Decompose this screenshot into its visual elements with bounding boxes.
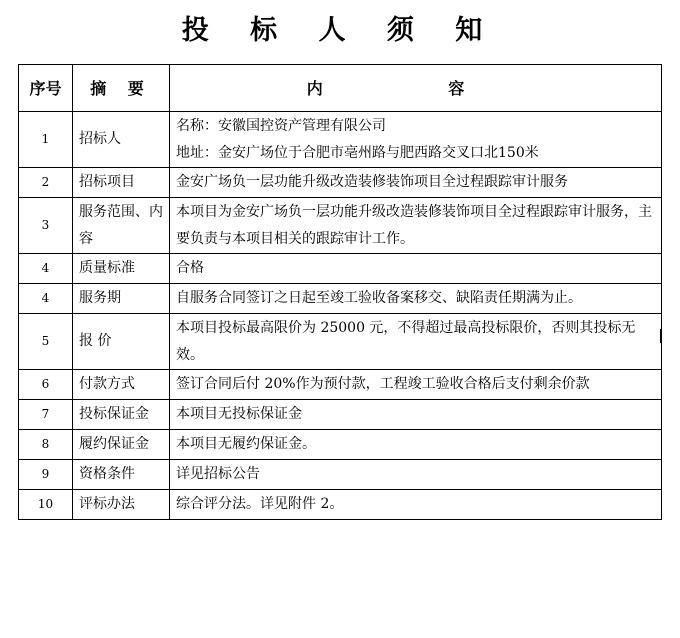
document-title: 投 标 人 须 知 <box>181 15 499 46</box>
row-content-line: 本项目无投标保证金 <box>176 406 302 422</box>
table-row <box>19 370 662 400</box>
row-content-line: 综合评分法。详见附件 2。 <box>176 496 344 512</box>
header-content: 内 容 <box>170 65 662 112</box>
row-content <box>170 284 662 314</box>
table-row <box>19 112 662 168</box>
header-no: 序号 <box>19 65 73 112</box>
row-content <box>170 314 662 370</box>
row-no: 2 <box>19 168 73 198</box>
row-no: 9 <box>19 460 73 490</box>
row-no: 7 <box>19 400 73 430</box>
row-summary: 评标办法 <box>73 490 170 520</box>
row-content-line: 自服务合同签订之日起至竣工验收备案移交、缺陷责任期满为止。 <box>176 290 582 306</box>
row-content-line: 名称：安徽国控资产管理有限公司 <box>176 117 386 134</box>
table-row <box>19 400 662 430</box>
row-summary: 报 价 <box>73 314 170 370</box>
row-content <box>170 430 662 460</box>
row-no: 1 <box>19 112 73 168</box>
margin-mark <box>660 329 662 343</box>
row-no: 10 <box>19 490 73 520</box>
table-row <box>19 168 662 198</box>
row-content-line: 地址：金安广场位于合肥市亳州路与肥西路交叉口北150米 <box>176 144 539 161</box>
row-content-line: 本项目无履约保证金。 <box>176 436 316 452</box>
table-row <box>19 314 662 370</box>
table-row <box>19 490 662 520</box>
row-content-line: 金安广场负一层功能升级改造装修装饰项目全过程跟踪审计服务 <box>176 174 568 190</box>
row-content-line: 签订合同后付 20%作为预付款，工程竣工验收合格后支付剩余价款 <box>176 376 590 392</box>
row-no: 4 <box>19 284 73 314</box>
row-content-line: 本项目为金安广场负一层功能升级改造装修装饰项目全过程跟踪审计服务，主要负责与本项目相关的跟踪审计工作。 <box>176 203 652 247</box>
bidder-instructions-table <box>18 64 662 520</box>
row-content <box>170 198 662 254</box>
table-row <box>19 430 662 460</box>
row-content <box>170 460 662 490</box>
row-content <box>170 168 662 198</box>
row-no: 3 <box>19 198 73 254</box>
row-content-line: 详见招标公告 <box>176 466 260 482</box>
table-header-row <box>19 65 662 112</box>
row-content-line: 本项目投标最高限价为 25000 元，不得超过最高投标限价，否则其投标无效。 <box>176 319 636 363</box>
row-summary: 质量标准 <box>73 254 170 284</box>
row-summary: 履约保证金 <box>73 430 170 460</box>
row-no: 8 <box>19 430 73 460</box>
row-content <box>170 112 662 168</box>
row-summary: 招标人 <box>73 112 170 168</box>
row-no: 6 <box>19 370 73 400</box>
table-row <box>19 284 662 314</box>
row-no: 5 <box>19 314 73 370</box>
row-summary: 投标保证金 <box>73 400 170 430</box>
row-summary: 招标项目 <box>73 168 170 198</box>
table-row <box>19 460 662 490</box>
table-row <box>19 254 662 284</box>
row-content <box>170 370 662 400</box>
row-summary: 付款方式 <box>73 370 170 400</box>
table-row <box>19 198 662 254</box>
row-summary: 资格条件 <box>73 460 170 490</box>
header-summary: 摘 要 <box>73 65 170 112</box>
row-content-line: 合格 <box>176 260 204 276</box>
row-no: 4 <box>19 254 73 284</box>
row-content <box>170 254 662 284</box>
row-summary: 服务范围、内容 <box>73 198 170 254</box>
row-summary: 服务期 <box>73 284 170 314</box>
row-content <box>170 490 662 520</box>
row-content <box>170 400 662 430</box>
